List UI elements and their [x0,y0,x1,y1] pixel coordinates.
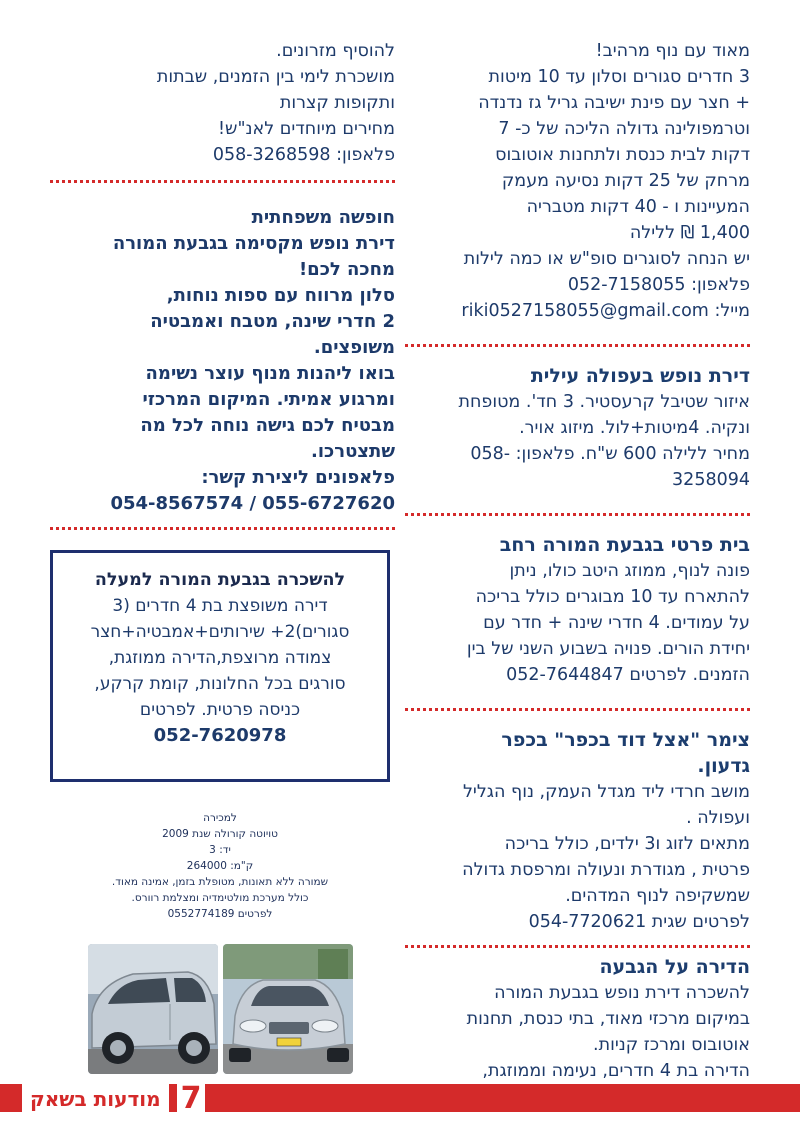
ad-line: שתצטרכו. [311,441,395,462]
dotted-separator [405,945,750,948]
car-front-photo [223,944,353,1074]
ad-line: סלון מרווח עם ספות נוחות, [166,285,395,306]
ad-line: מחיר ללילה 600 ש"ח. פלאפון: -058 [470,444,750,464]
car-sale-ad [70,810,370,922]
ad-line: + חצר עם פינת ישיבה גריל גז נדנדה [478,93,750,113]
page-number: 7 [177,1083,206,1115]
left-column [50,38,395,530]
ad-line: סורגים בכל החלונות, קומת קרקע, [94,674,346,694]
ad-title: דירת נופש בעפולה עילית [530,365,750,387]
ad-line: דירת נופש מקסימה בגבעת המורה [112,233,395,254]
ad-line: לפרטים שגית 054-7720621 [528,912,750,932]
ad-line: ומרגוע אמיתי. המיקום המרכזי [142,389,395,410]
ad-family-vacation [50,205,395,525]
ad-line: הזמנים. לפרטים 052-7644847 [506,665,750,685]
ad-line: יד: 3 [209,844,231,856]
car-photos [88,944,356,1074]
ad-title: גדעון. [697,755,750,777]
ad-line: פלאפון: 058-3268598 [212,145,395,165]
ad-title: צימר "אצל דוד בכפר" בכפר [501,729,750,751]
dotted-separator [405,708,750,711]
ad-line: טויוטה קורולה שנת 2009 [162,828,278,840]
ad-line: לפרטים 0552774189 [167,908,273,920]
ad-vacation-apartment-continued [405,38,750,332]
ad-vacation-rental-continued [50,38,395,176]
ad-line: להשכרה דירת נופש בגבעת המורה [494,983,750,1003]
ad-line: דקות לבית כנסת ולתחנות אוטובוס [495,145,750,165]
email-link[interactable]: riki0527158055@gmail.com [461,301,709,321]
ad-line: צמודה מרוצפת,הדירה ממוזגת, [108,648,332,668]
ad-line: מרחק של 25 דקות נסיעה מעמק [501,171,750,191]
dotted-separator [405,344,750,347]
ad-title: להשכרה בגבעת המורה למעלה [94,570,346,590]
ad-line: מבטיח לכם גישה נוחה לכל מה [140,415,395,436]
ad-line: שמשקיפה לנוף המדהים. [565,886,750,906]
ad-line: אוטובוס ומרכז קניות. [593,1035,750,1055]
ad-line: יחידת הורים. פנויה בשבוע השני של בין [466,639,750,659]
email-label: מייל: [714,301,750,321]
ad-line: בואו ליהנות מנוף עוצר נשימה [145,363,395,384]
ad-line: 1,400 ₪ ללילה [629,223,750,243]
ad-line: מושכרת לימי בין הזמנים, שבתות [156,67,395,87]
footer-brand [22,1082,205,1116]
ad-line: כולל מערכת מולטימדיה ומצלמת רוורס. [131,892,309,904]
ad-line: מחכה לכם! [298,259,395,280]
brand-logo: מודעות בשאק [22,1083,169,1115]
ad-line: פונה לנוף, ממוזג היטב כולו, ניתן [509,561,750,581]
dotted-separator [50,180,395,183]
ad-line: להתארח עד 10 מבוגרים כולל בריכה [475,587,750,607]
ad-line: המעיינות ו - 40 דקות מטבריה [526,197,750,217]
ad-line: משופצים. [313,337,395,358]
ad-line: חופשה משפחתית [251,207,395,228]
boxed-ad-rental [50,550,390,782]
ad-line: ונקיה. 4מיטות+לול. מיזוג אויר. [519,418,750,438]
ad-line: מתאים לזוג ו3 ילדים, כולל בריכה [504,834,750,854]
ad-line: יש הנחה לסוגרים סופ"ש או כמה לילות [463,249,750,269]
ad-line: ק"מ: 264000 [186,860,254,872]
ad-line: ועפולה . [686,808,750,828]
ad-line: פרטית , מגודרת ונעולה ומרפסת גדולה [462,860,750,880]
ad-title: בית פרטי בגבעת המורה רחב [499,534,750,556]
ad-line: מחירים מיוחדים לאנ"ש! [218,119,395,139]
ad-line: ותקופות קצרות [279,93,395,113]
ad-line: 055-6727620 / 054-8567574 [110,493,395,514]
dotted-separator [405,513,750,516]
ad-phone: 052-7620978 [153,725,287,746]
email-line [405,298,750,324]
ad-line: דירה משופצת בת 4 חדרים (3 [112,596,328,616]
ad-line: סגורים)2+ שירותים+אמבטיה+חצר [90,622,350,642]
ad-line: מושב חרדי ליד מגדל העמק, נוף הגליל [462,782,750,802]
ad-line: פלאפונים ליצירת קשר: [201,467,395,488]
ad-line: 3 חדרים סגורים וסלון עד 10 מיטות [488,67,750,87]
dotted-separator [50,527,395,530]
ad-line: על עמודים. 4 חדרי שינה + חדר עם [483,613,750,633]
ad-line: במיקום מרכזי מאוד, בתי כנסת, תחנות [466,1009,750,1029]
ad-zimmer [405,727,750,943]
ad-line: למכירה [203,812,237,824]
ad-afula-apartment [405,363,750,501]
right-column [405,38,750,1118]
ad-line: 3258094 [672,470,750,490]
ad-line: להוסיף מזרונים. [276,41,395,61]
ad-line: כניסה פרטית. לפרטים [139,700,301,720]
ad-line: וטרמפולינה גדולה הליכה של כ- 7 [498,119,750,139]
ad-line: הדירה בת 4 חדרים, נעימה וממוזגת, [482,1061,750,1081]
ad-line: מאוד עם נוף מרהיב! [595,41,750,61]
ad-line: 2 חדרי שינה, מטבח ואמבטיה [150,311,395,332]
ad-private-house [405,532,750,696]
ad-line: איזור שטיבל קרעסטיר. 3 חד'. מטופחת [458,392,750,412]
ad-title: הדירה על הגבעה [599,956,750,978]
car-side-photo [88,944,218,1074]
ad-line: שמורה ללא תאונות, מטופלת בזמן, אמינה מאוד. [111,876,329,888]
ad-line: פלאפון: 052-7158055 [567,275,750,295]
